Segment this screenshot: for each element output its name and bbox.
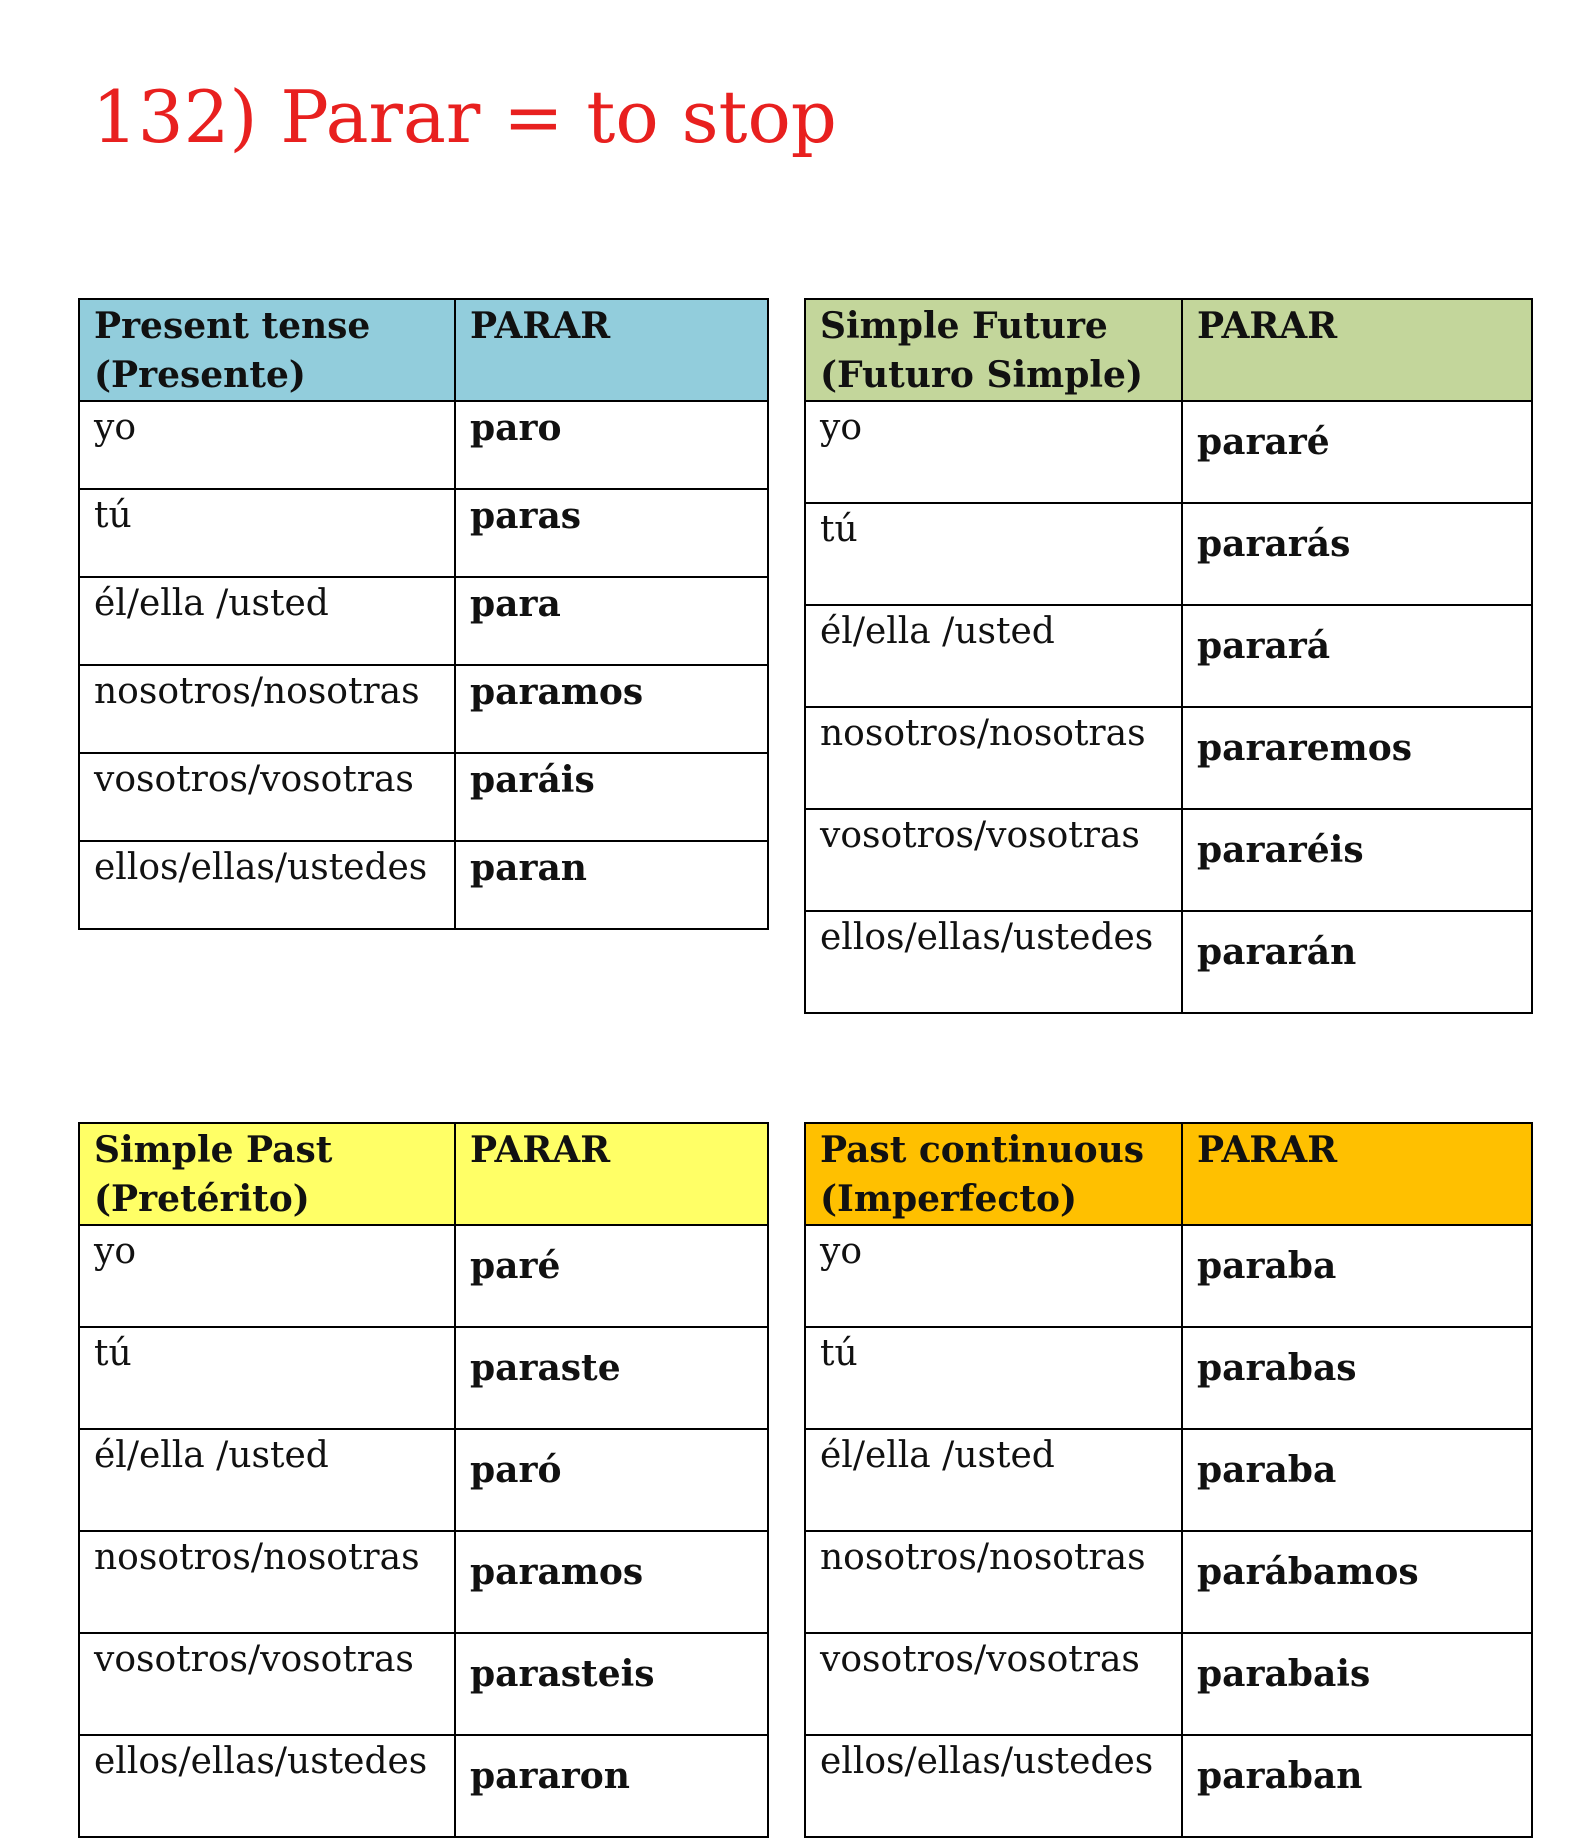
pronoun-cell: ellos/ellas/ustedes xyxy=(805,911,1182,1013)
conjugation-cell: pararé xyxy=(1182,401,1532,503)
pronoun-cell: vosotros/vosotras xyxy=(805,1633,1182,1735)
table-header-row xyxy=(79,299,768,401)
pronoun-cell: ellos/ellas/ustedes xyxy=(805,1735,1182,1837)
table-row xyxy=(805,707,1532,809)
table-row xyxy=(79,1429,768,1531)
table-row xyxy=(805,1735,1532,1837)
pronoun-cell: él/ella /usted xyxy=(805,1429,1182,1531)
conjugation-cell: pararás xyxy=(1182,503,1532,605)
table-row xyxy=(79,1327,768,1429)
table-row xyxy=(805,1225,1532,1327)
table-row xyxy=(805,401,1532,503)
conjugation-cell: paras xyxy=(455,489,768,577)
conjugation-cell: pararon xyxy=(455,1735,768,1837)
pronoun-cell: nosotros/nosotras xyxy=(805,1531,1182,1633)
table-row xyxy=(79,1633,768,1735)
conjugation-cell: pararemos xyxy=(1182,707,1532,809)
table-header-row xyxy=(79,1123,768,1225)
table-header-row xyxy=(805,1123,1532,1225)
table-row xyxy=(79,577,768,665)
conjugation-cell: parará xyxy=(1182,605,1532,707)
pronoun-cell: vosotros/vosotras xyxy=(79,753,455,841)
verb-header: PARAR xyxy=(1182,299,1532,401)
verb-header: PARAR xyxy=(455,1123,768,1225)
conjugation-cell: paráis xyxy=(455,753,768,841)
conjugation-cell: pararéis xyxy=(1182,809,1532,911)
table-row xyxy=(805,1429,1532,1531)
pronoun-cell: tú xyxy=(79,1327,455,1429)
pronoun-cell: él/ella /usted xyxy=(79,1429,455,1531)
conjugation-cell: paraban xyxy=(1182,1735,1532,1837)
table-row xyxy=(805,605,1532,707)
conjugation-cell: parabais xyxy=(1182,1633,1532,1735)
conjugation-cell: paraba xyxy=(1182,1429,1532,1531)
table-row xyxy=(79,753,768,841)
table-row xyxy=(79,665,768,753)
conjugation-cell: pararán xyxy=(1182,911,1532,1013)
pronoun-cell: yo xyxy=(79,401,455,489)
pronoun-cell: tú xyxy=(805,1327,1182,1429)
conjugation-cell: parabas xyxy=(1182,1327,1532,1429)
conjugation-cell: paro xyxy=(455,401,768,489)
table-row xyxy=(79,489,768,577)
table-row xyxy=(805,809,1532,911)
pronoun-cell: vosotros/vosotras xyxy=(79,1633,455,1735)
conjugation-cell: para xyxy=(455,577,768,665)
verb-header: PARAR xyxy=(455,299,768,401)
conjugation-cell: paramos xyxy=(455,1531,768,1633)
table-row xyxy=(805,1531,1532,1633)
conjugation-cell: parábamos xyxy=(1182,1531,1532,1633)
imperfect-table xyxy=(804,1122,1533,1838)
pronoun-cell: él/ella /usted xyxy=(79,577,455,665)
pronoun-cell: tú xyxy=(79,489,455,577)
table-row xyxy=(79,1531,768,1633)
tense-header: Present tense (Presente) xyxy=(79,299,455,401)
pronoun-cell: nosotros/nosotras xyxy=(805,707,1182,809)
pronoun-cell: ellos/ellas/ustedes xyxy=(79,1735,455,1837)
pronoun-cell: yo xyxy=(79,1225,455,1327)
conjugation-cell: paran xyxy=(455,841,768,929)
pronoun-cell: él/ella /usted xyxy=(805,605,1182,707)
table-row xyxy=(805,503,1532,605)
verb-header: PARAR xyxy=(1182,1123,1532,1225)
table-header-row xyxy=(805,299,1532,401)
tense-header: Simple Future (Futuro Simple) xyxy=(805,299,1182,401)
conjugation-cell: paraba xyxy=(1182,1225,1532,1327)
page-title: 132) Parar = to stop xyxy=(92,75,837,159)
pronoun-cell: yo xyxy=(805,1225,1182,1327)
table-row xyxy=(79,841,768,929)
pronoun-cell: tú xyxy=(805,503,1182,605)
table-row xyxy=(805,911,1532,1013)
conjugation-cell: paramos xyxy=(455,665,768,753)
tense-header: Past continuous (Imperfecto) xyxy=(805,1123,1182,1225)
simple-future-table xyxy=(804,298,1533,1014)
conjugation-cell: paraste xyxy=(455,1327,768,1429)
table-row xyxy=(79,1735,768,1837)
table-row xyxy=(805,1327,1532,1429)
pronoun-cell: nosotros/nosotras xyxy=(79,665,455,753)
present-tense-table xyxy=(78,298,769,930)
conjugation-cell: paré xyxy=(455,1225,768,1327)
pronoun-cell: yo xyxy=(805,401,1182,503)
pronoun-cell: nosotros/nosotras xyxy=(79,1531,455,1633)
conjugation-cell: parasteis xyxy=(455,1633,768,1735)
pronoun-cell: vosotros/vosotras xyxy=(805,809,1182,911)
table-row xyxy=(79,401,768,489)
pronoun-cell: ellos/ellas/ustedes xyxy=(79,841,455,929)
table-row xyxy=(79,1225,768,1327)
table-row xyxy=(805,1633,1532,1735)
tense-header: Simple Past (Pretérito) xyxy=(79,1123,455,1225)
conjugation-cell: paró xyxy=(455,1429,768,1531)
simple-past-table xyxy=(78,1122,769,1838)
